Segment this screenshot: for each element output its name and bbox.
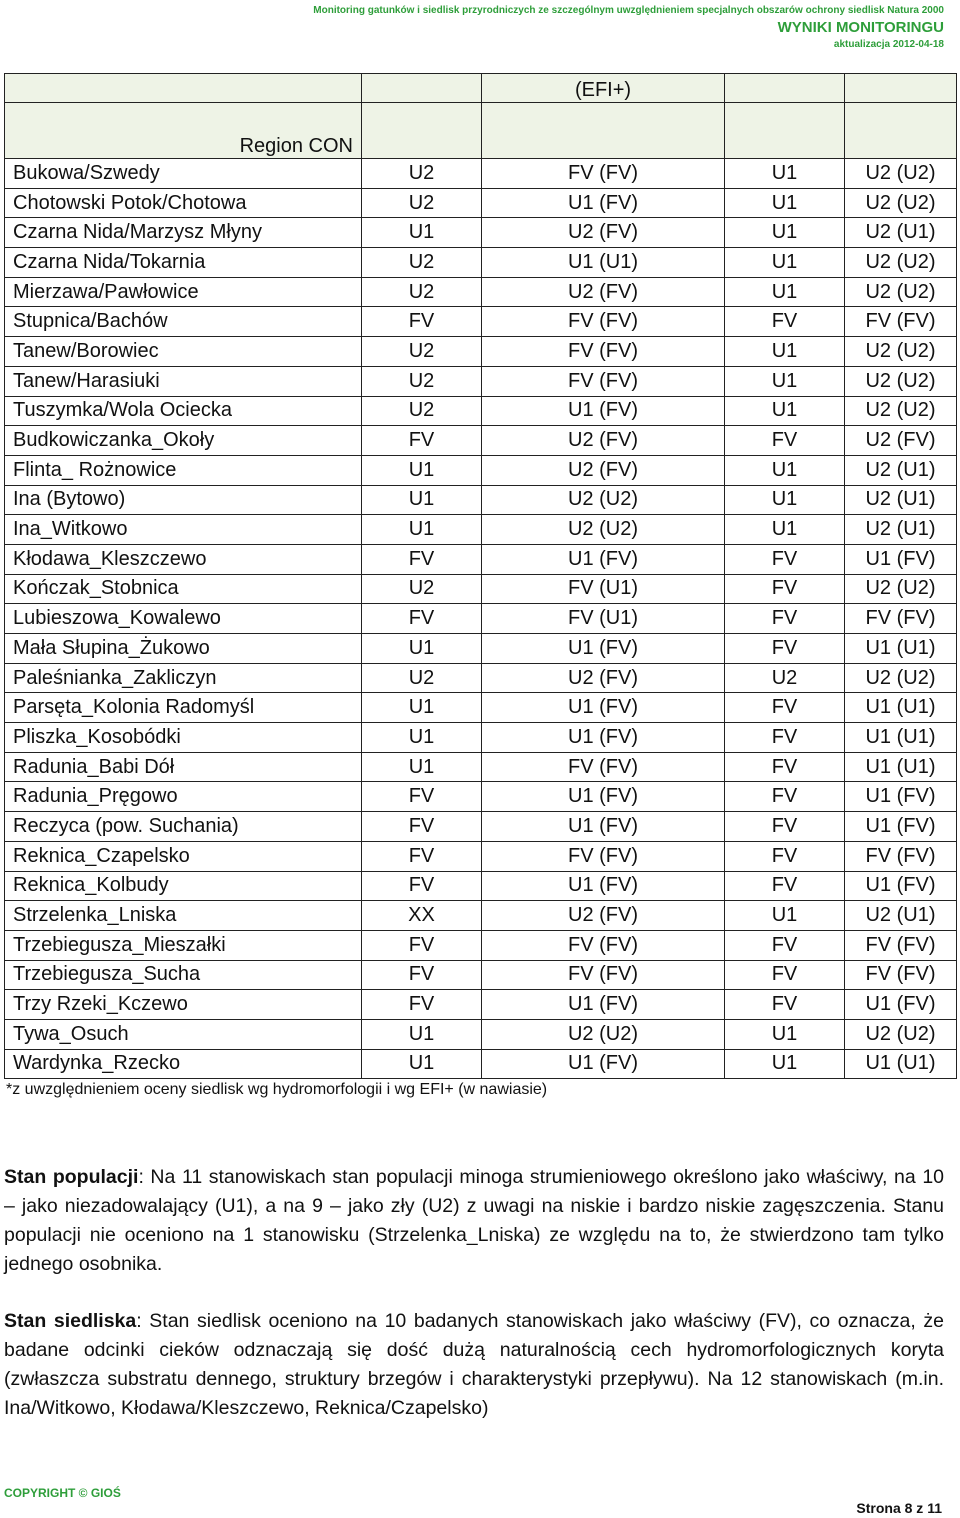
assessment-cell: U1 (FV)	[482, 990, 725, 1020]
assessment-cell: U1	[725, 1019, 845, 1049]
assessment-cell: FV	[362, 812, 482, 842]
site-name-cell: Mała Słupina_Żukowo	[5, 634, 362, 664]
assessment-cell: FV	[362, 604, 482, 634]
assessment-cell: FV	[362, 841, 482, 871]
assessment-cell: FV (FV)	[482, 841, 725, 871]
assessment-cell: U1 (U1)	[845, 752, 957, 782]
site-name-cell: Stupnica/Bachów	[5, 307, 362, 337]
assessment-cell: FV	[362, 307, 482, 337]
assessment-cell: U1 (FV)	[845, 990, 957, 1020]
assessment-cell: U1	[362, 1019, 482, 1049]
assessment-cell: U2 (U1)	[845, 218, 957, 248]
table-row	[5, 426, 957, 456]
assessment-cell: U2 (U2)	[482, 1019, 725, 1049]
site-name-cell: Bukowa/Szwedy	[5, 159, 362, 189]
assessment-cell: FV	[725, 426, 845, 456]
assessment-cell: FV (FV)	[482, 366, 725, 396]
assessment-cell: U1 (FV)	[482, 544, 725, 574]
assessment-cell: FV (FV)	[482, 159, 725, 189]
assessment-cell: FV	[362, 426, 482, 456]
table-header-row-1	[5, 74, 957, 103]
table-row	[5, 159, 957, 189]
assessment-cell: U2	[362, 366, 482, 396]
assessment-cell: U2	[362, 188, 482, 218]
table-row	[5, 930, 957, 960]
site-name-cell: Paleśnianka_Zakliczyn	[5, 663, 362, 693]
site-name-cell: Trzy Rzeki_Kczewo	[5, 990, 362, 1020]
assessment-cell: U1	[725, 159, 845, 189]
paragraph-habitat-label: Stan siedliska	[4, 1310, 137, 1332]
table-row	[5, 901, 957, 931]
site-name-cell: Tywa_Osuch	[5, 1019, 362, 1049]
site-name-cell: Tuszymka/Wola Ociecka	[5, 396, 362, 426]
paragraph-population-text: : Na 11 stanowiskach stan populacji minoga strumieniowego określono jako właściwy, na 10 – jako niezadowalający (U1), a na 9 – jako zły (U2) z uwagi na niskie i bardzo niskie zagęszczenia. Stanu populacji nie oceniono na 1 stanowisku (Strzelenka_Lniska) ze względu na to, że stwierdzono tam tylko jednego osobnika.	[4, 1166, 945, 1275]
assessment-cell: U1	[362, 723, 482, 753]
table-row	[5, 218, 957, 248]
table-row	[5, 723, 957, 753]
site-name-cell: Radunia_Pręgowo	[5, 782, 362, 812]
assessment-cell: FV	[725, 782, 845, 812]
assessment-cell: FV (FV)	[845, 960, 957, 990]
site-name-cell: Tanew/Harasiuki	[5, 366, 362, 396]
assessment-cell: FV	[725, 544, 845, 574]
assessment-cell: U2 (U2)	[845, 1019, 957, 1049]
assessment-cell: FV	[362, 930, 482, 960]
table-row	[5, 366, 957, 396]
assessment-cell: U2 (U2)	[845, 337, 957, 367]
assessment-cell: U1	[362, 634, 482, 664]
site-name-cell: Czarna Nida/Tokarnia	[5, 248, 362, 278]
assessment-cell: U1	[362, 218, 482, 248]
table-header-row-2	[5, 103, 957, 159]
header-section-title: WYNIKI MONITORINGU	[777, 19, 944, 36]
assessment-cell: U1 (U1)	[845, 1049, 957, 1079]
assessment-cell: U1	[725, 485, 845, 515]
assessment-cell: U2 (U2)	[845, 277, 957, 307]
table-row	[5, 812, 957, 842]
assessment-cell: U2 (U2)	[482, 515, 725, 545]
assessment-cell: FV	[725, 930, 845, 960]
assessment-cell: FV (FV)	[482, 930, 725, 960]
assessment-cell: FV	[362, 782, 482, 812]
assessment-cell: U1	[362, 455, 482, 485]
paragraph-population-label: Stan populacji	[4, 1166, 139, 1188]
assessment-cell: U1 (FV)	[845, 812, 957, 842]
site-name-cell: Trzebiegusza_Sucha	[5, 960, 362, 990]
assessment-cell: U1	[725, 515, 845, 545]
table-row	[5, 990, 957, 1020]
assessment-cell: U2 (U2)	[845, 663, 957, 693]
assessment-cell: U1	[725, 1049, 845, 1079]
assessment-cell: U2	[362, 248, 482, 278]
table-row	[5, 693, 957, 723]
assessment-cell: U2 (FV)	[845, 426, 957, 456]
assessment-cell: U2 (U2)	[845, 159, 957, 189]
assessment-cell: FV (U1)	[482, 604, 725, 634]
results-table	[4, 73, 957, 1079]
page-number: Strona 8 z 11	[856, 1500, 942, 1516]
assessment-cell: U1	[725, 901, 845, 931]
assessment-cell: FV	[725, 871, 845, 901]
header-efi: (EFI+)	[482, 74, 725, 103]
paragraph-population	[4, 1163, 944, 1279]
assessment-cell: U2	[362, 337, 482, 367]
assessment-cell: FV	[362, 990, 482, 1020]
site-name-cell: Kłodawa_Kleszczewo	[5, 544, 362, 574]
assessment-cell: FV (FV)	[845, 604, 957, 634]
assessment-cell: U1	[725, 366, 845, 396]
header-project-title: Monitoring gatunków i siedlisk przyrodniczych ze szczególnym uwzględnieniem specjalnych obszarów ochrony siedlisk Natura 2000	[313, 5, 944, 16]
table-row	[5, 485, 957, 515]
assessment-cell: U1 (FV)	[482, 396, 725, 426]
page-header	[4, 4, 944, 52]
assessment-cell: U2	[362, 277, 482, 307]
table-row	[5, 663, 957, 693]
site-name-cell: Reknica_Czapelsko	[5, 841, 362, 871]
assessment-cell: U1	[362, 1049, 482, 1079]
site-name-cell: Tanew/Borowiec	[5, 337, 362, 367]
assessment-cell: U2 (U2)	[845, 366, 957, 396]
assessment-cell: U1 (U1)	[845, 634, 957, 664]
assessment-cell: FV	[725, 723, 845, 753]
table-row	[5, 544, 957, 574]
assessment-cell: U1 (FV)	[482, 871, 725, 901]
table-row	[5, 455, 957, 485]
site-name-cell: Strzelenka_Lniska	[5, 901, 362, 931]
assessment-cell: FV	[725, 990, 845, 1020]
assessment-cell: U1 (U1)	[845, 723, 957, 753]
assessment-cell: U2 (FV)	[482, 901, 725, 931]
assessment-cell: FV (FV)	[482, 337, 725, 367]
assessment-cell: U2	[362, 396, 482, 426]
assessment-cell: U2	[362, 663, 482, 693]
assessment-cell: U1	[725, 337, 845, 367]
assessment-cell: U2	[362, 159, 482, 189]
assessment-cell: U2 (U2)	[845, 188, 957, 218]
paragraph-habitat	[4, 1307, 944, 1423]
assessment-cell: U2 (U1)	[845, 485, 957, 515]
site-name-cell: Pliszka_Kosobódki	[5, 723, 362, 753]
table-row	[5, 337, 957, 367]
assessment-cell: FV (FV)	[845, 930, 957, 960]
site-name-cell: Flinta_ Rożnowice	[5, 455, 362, 485]
table-row	[5, 188, 957, 218]
assessment-cell: FV	[725, 812, 845, 842]
site-name-cell: Czarna Nida/Marzysz Młyny	[5, 218, 362, 248]
assessment-cell: U1 (FV)	[482, 188, 725, 218]
site-name-cell: Reknica_Kolbudy	[5, 871, 362, 901]
assessment-cell: FV	[725, 693, 845, 723]
assessment-cell: FV (FV)	[482, 307, 725, 337]
table-row	[5, 248, 957, 278]
site-name-cell: Wardynka_Rzecko	[5, 1049, 362, 1079]
table-row	[5, 515, 957, 545]
assessment-cell: FV	[362, 544, 482, 574]
header-update-date: aktualizacja 2012-04-18	[833, 39, 944, 50]
assessment-cell: U1 (U1)	[845, 693, 957, 723]
table-row	[5, 871, 957, 901]
assessment-cell: FV (U1)	[482, 574, 725, 604]
table-row	[5, 1049, 957, 1079]
assessment-cell: FV	[725, 574, 845, 604]
assessment-cell: FV	[362, 960, 482, 990]
table-row	[5, 307, 957, 337]
site-name-cell: Chotowski Potok/Chotowa	[5, 188, 362, 218]
site-name-cell: Mierzawa/Pawłowice	[5, 277, 362, 307]
copyright: COPYRIGHT © GIOŚ	[4, 1486, 121, 1500]
assessment-cell: U2 (FV)	[482, 277, 725, 307]
assessment-cell: U1	[362, 485, 482, 515]
table-row	[5, 1019, 957, 1049]
assessment-cell: U1	[725, 188, 845, 218]
assessment-cell: U2 (U1)	[845, 455, 957, 485]
assessment-cell: U2	[362, 574, 482, 604]
assessment-cell: FV	[725, 841, 845, 871]
assessment-cell: U1	[362, 693, 482, 723]
assessment-cell: U2 (U1)	[845, 901, 957, 931]
assessment-cell: U2 (U2)	[845, 574, 957, 604]
assessment-cell: U2 (U2)	[482, 485, 725, 515]
assessment-cell: U2	[725, 663, 845, 693]
table-row	[5, 277, 957, 307]
site-name-cell: Budkowiczanka_Okoły	[5, 426, 362, 456]
assessment-cell: U1 (FV)	[845, 544, 957, 574]
assessment-cell: U2 (U2)	[845, 248, 957, 278]
assessment-cell: U1 (FV)	[482, 812, 725, 842]
assessment-cell: U2 (U1)	[845, 515, 957, 545]
assessment-cell: U2 (FV)	[482, 455, 725, 485]
assessment-cell: U1 (FV)	[482, 723, 725, 753]
table-row	[5, 752, 957, 782]
site-name-cell: Trzebiegusza_Mieszałki	[5, 930, 362, 960]
assessment-cell: XX	[362, 901, 482, 931]
assessment-cell: FV	[362, 871, 482, 901]
table-footnote: *z uwzględnieniem oceny siedlisk wg hydromorfologii i wg EFI+ (w nawiasie)	[6, 1081, 548, 1098]
site-name-cell: Kończak_Stobnica	[5, 574, 362, 604]
table-row	[5, 634, 957, 664]
table-row	[5, 396, 957, 426]
site-name-cell: Ina_Witkowo	[5, 515, 362, 545]
assessment-cell: FV (FV)	[482, 960, 725, 990]
table-row	[5, 841, 957, 871]
site-name-cell: Reczyca (pow. Suchania)	[5, 812, 362, 842]
assessment-cell: FV	[725, 604, 845, 634]
table-row	[5, 960, 957, 990]
assessment-cell: U1	[725, 277, 845, 307]
assessment-cell: U2 (U2)	[845, 396, 957, 426]
header-region: Region CON	[5, 103, 362, 159]
assessment-cell: U1	[725, 218, 845, 248]
assessment-cell: U2 (FV)	[482, 218, 725, 248]
site-name-cell: Lubieszowa_Kowalewo	[5, 604, 362, 634]
assessment-cell: U1 (FV)	[845, 871, 957, 901]
site-name-cell: Radunia_Babi Dół	[5, 752, 362, 782]
table-row	[5, 604, 957, 634]
assessment-cell: FV	[725, 960, 845, 990]
assessment-cell: U1 (FV)	[482, 634, 725, 664]
assessment-cell: FV (FV)	[482, 752, 725, 782]
assessment-cell: FV	[725, 307, 845, 337]
assessment-cell: U1 (FV)	[482, 782, 725, 812]
assessment-cell: U1	[362, 515, 482, 545]
assessment-cell: U1	[725, 248, 845, 278]
assessment-cell: U2 (FV)	[482, 663, 725, 693]
assessment-cell: U1 (FV)	[482, 1049, 725, 1079]
table-row	[5, 574, 957, 604]
assessment-cell: FV (FV)	[845, 841, 957, 871]
assessment-cell: U1	[725, 455, 845, 485]
assessment-cell: U1 (U1)	[482, 248, 725, 278]
assessment-cell: FV (FV)	[845, 307, 957, 337]
assessment-cell: U1	[725, 396, 845, 426]
assessment-cell: U1	[362, 752, 482, 782]
site-name-cell: Ina (Bytowo)	[5, 485, 362, 515]
assessment-cell: FV	[725, 634, 845, 664]
assessment-cell: U2 (FV)	[482, 426, 725, 456]
table-row	[5, 782, 957, 812]
assessment-cell: U1 (FV)	[482, 693, 725, 723]
assessment-cell: FV	[725, 752, 845, 782]
assessment-cell: U1 (FV)	[845, 782, 957, 812]
paragraph-habitat-text: : Stan siedlisk oceniono na 10 badanych stanowiskach jako właściwy (FV), co oznacza, że badane odcinki cieków odznaczają się dość dużą naturalnością cech hydromorfologicznych koryta (zwłaszcza substratu dennego, struktury brzegów i charakterystyki przepływu). Na 12 stanowiskach (m.in. Ina/Witkowo, Kłodawa/Kleszczewo, Reknica/Czapelsko)	[4, 1310, 944, 1419]
site-name-cell: Parsęta_Kolonia Radomyśl	[5, 693, 362, 723]
